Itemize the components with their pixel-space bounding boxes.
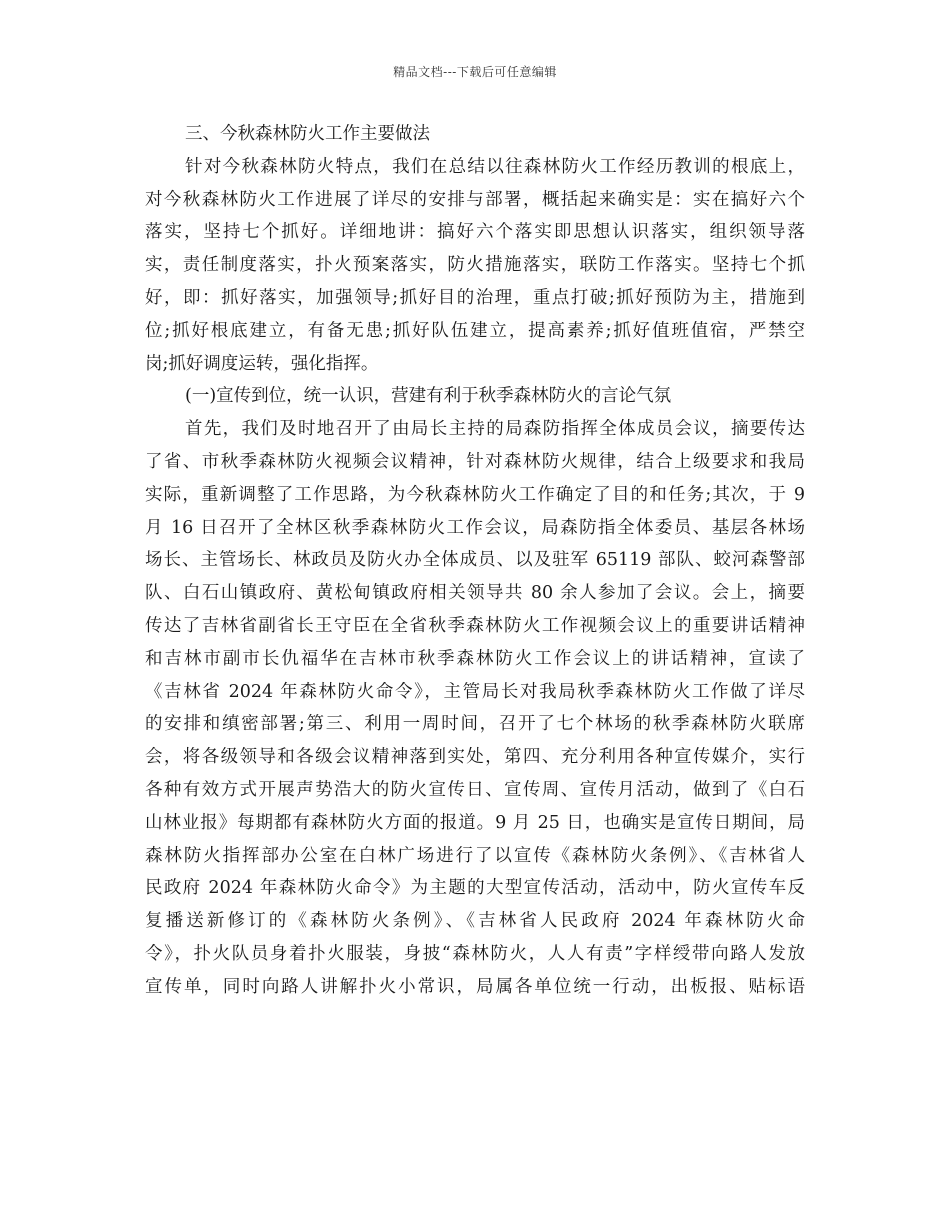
paragraph-line: 宣传单，同时向路人讲解扑火小常识，局属各单位统一行动，出板报、贴标语 [145,976,805,997]
paragraph-line: 和吉林市副市长仇福华在吉林市秋季森林防火工作会议上的讲话精神，宣读了 [145,648,805,669]
paragraph-line: 复播送新修订的《森林防火条例》、《吉林省人民政府 2024 年森林防火命 [145,911,805,932]
paragraph-line: 会，将各级领导和各级会议精神落到实处，第四、充分利用各种宣传媒介，实行 [145,747,805,768]
paragraph-line: 实际，重新调整了工作思路，为今秋森林防火工作确定了目的和任务;其次，于 9 [145,484,805,505]
paragraph-line: 《吉林省 2024 年森林防火命令》，主管局长对我局秋季森林防火工作做了详尽 [145,681,805,702]
paragraph-line: 令》，扑火队员身着扑火服装，身披“森林防火，人人有责”字样绶带向路人发放 [145,943,805,964]
paragraph-line: 首先，我们及时地召开了由局长主持的局森防指挥全体成员会议，摘要传达 [185,419,805,440]
paragraph-line: 传达了吉林省副省长王守臣在全省秋季森林防火工作视频会议上的重要讲话精神 [145,615,805,636]
paragraph-line: 场长、主管场长、林政员及防火办全体成员、以及驻军 65119 部队、蛟河森警部 [145,550,805,571]
paragraph-line: 了省、市秋季森林防火视频会议精神，针对森林防火规律，结合上级要求和我局 [145,451,805,472]
paragraph-line: 好，即：抓好落实，加强领导;抓好目的治理，重点打破;抓好预防为主，措施到 [145,287,805,308]
paragraph-line: 位;抓好根底建立，有备无患;抓好队伍建立，提高素养;抓好值班值宿，严禁空 [145,320,805,341]
paragraph-line: 对今秋森林防火工作进展了详尽的安排与部署，概括起来确实是：实在搞好六个 [145,189,805,210]
paragraph-line: 各种有效方式开展声势浩大的防火宣传日、宣传周、宣传月活动，做到了《白石 [145,779,805,800]
paragraph-line: 民政府 2024 年森林防火命令》为主题的大型宣传活动，活动中，防火宣传车反 [145,878,805,899]
subsection-heading: (一)宣传到位，统一认识，营建有利于秋季森林防火的言论气氛 [185,386,672,407]
paragraph-line: 针对今秋森林防火特点，我们在总结以往森林防火工作经历教训的根底上， [185,156,805,177]
paragraph-line: 的安排和缜密部署;第三、利用一周时间，召开了七个林场的秋季森林防火联席 [145,714,805,735]
paragraph-line: 月 16 日召开了全林区秋季森林防火工作会议，局森防指全体委员、基层各林场 [145,517,805,538]
paragraph-line: 山林业报》每期都有森林防火方面的报道。9 月 25 日，也确实是宣传日期间，局 [145,812,805,833]
paragraph-line: 实，责任制度落实，扑火预案落实，防火措施落实，联防工作落实。坚持七个抓 [145,255,805,276]
paragraph-line: 森林防火指挥部办公室在白林广场进行了以宣传《森林防火条例》、《吉林省人 [145,845,805,866]
document-body [145,118,805,1004]
paragraph-line: 落实，坚持七个抓好。详细地讲：搞好六个落实即思想认识落实，组织领导落 [145,222,805,243]
paragraph-line: 队、白石山镇政府、黄松甸镇政府相关领导共 80 余人参加了会议。会上，摘要 [145,583,805,604]
section-heading: 三、今秋森林防火工作主要做法 [185,124,430,144]
page-header: 精品文档---下载后可任意编辑 [393,65,557,79]
paragraph-line: 岗;抓好调度运转，强化指挥。 [145,353,379,374]
